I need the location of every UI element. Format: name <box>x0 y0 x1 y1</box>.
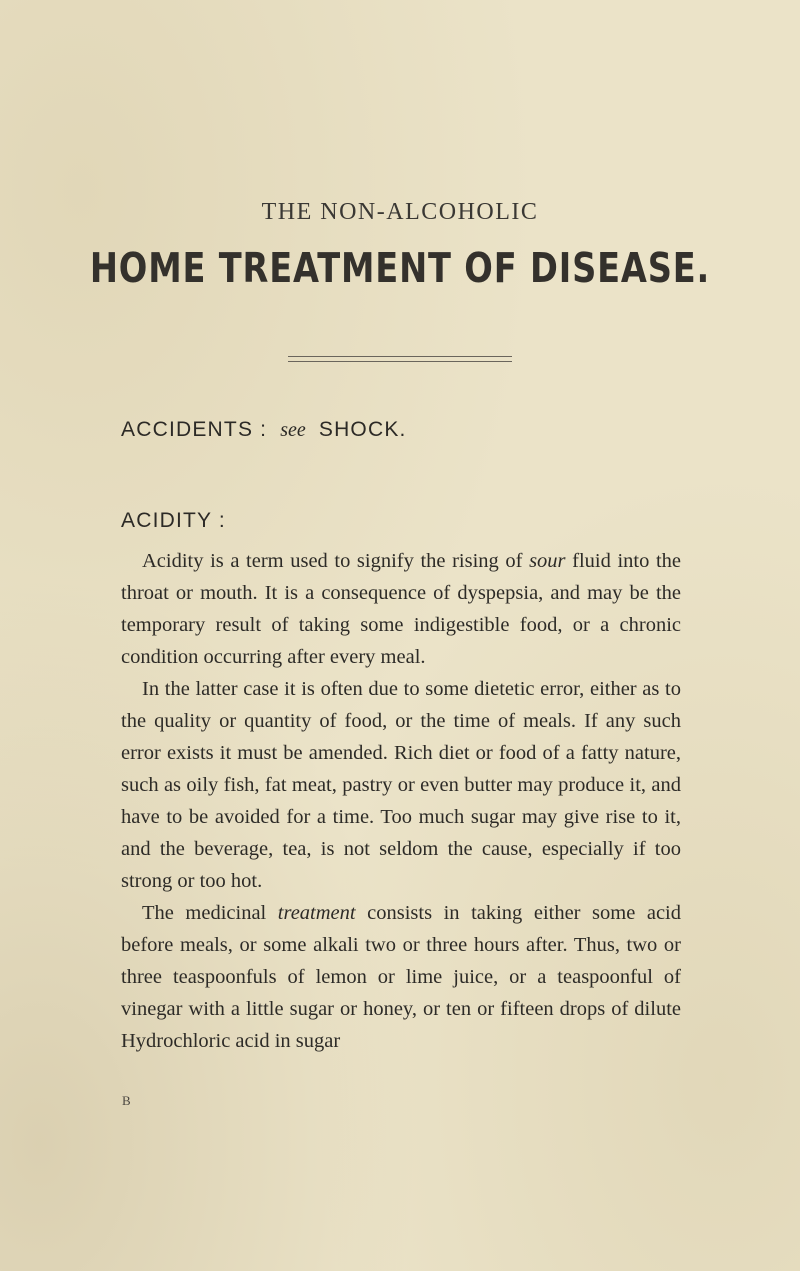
paragraph-text: consists in taking either some acid before meals, or some alkali two or three hours after. Thus, two or three teaspoonfuls of lemon or lime juice, or a teaspoonful of vinegar with a little sugar or honey, or ten or fifteen drops of dilute Hydrochloric acid in sugar <box>121 902 681 1052</box>
paragraph-treatment <box>121 897 681 1057</box>
entry-body <box>121 545 681 1057</box>
paragraph-text: fluid into the throat or mouth. It is a consequence of dyspepsia, and may be the temporary result of taking some indigestible food, or a chronic condition occurring after every meal. <box>121 550 681 668</box>
printer-signature-mark: B <box>122 1093 131 1108</box>
entry-accidents <box>121 418 407 442</box>
title-rule-top <box>288 356 512 357</box>
emphasis-text: sour <box>529 550 566 572</box>
title-rule-bottom <box>288 361 512 362</box>
page-title: HOME TREATMENT OF DISEASE. <box>89 244 711 292</box>
emphasis-text: treatment <box>277 902 356 924</box>
entry-term: ACCIDENTS : <box>121 418 268 441</box>
entry-acidity <box>121 509 226 533</box>
cross-reference: SHOCK. <box>318 418 407 441</box>
page-pretitle: THE NON-ALCOHOLIC <box>261 199 539 225</box>
paragraph-text: The medicinal <box>142 902 278 924</box>
paragraph-causes: In the latter case it is often due to some dietetic error, either as to the quality or quantity of food, or the time of meals. If any such error exists it must be amended. Rich diet or food of a fatty nature, such as oily fish, fat meat, pastry or even butter may produce it, and have to be avoided for a time. Too much sugar may give rise to it, and the beverage, tea, is not seldom the cause, especially if too strong or too hot. <box>121 678 681 892</box>
see-reference: see <box>280 419 306 441</box>
paragraph-definition <box>121 545 681 673</box>
entry-term: ACIDITY : <box>121 509 226 532</box>
paragraph-text: Acidity is a term used to signify the rising of <box>142 550 530 572</box>
